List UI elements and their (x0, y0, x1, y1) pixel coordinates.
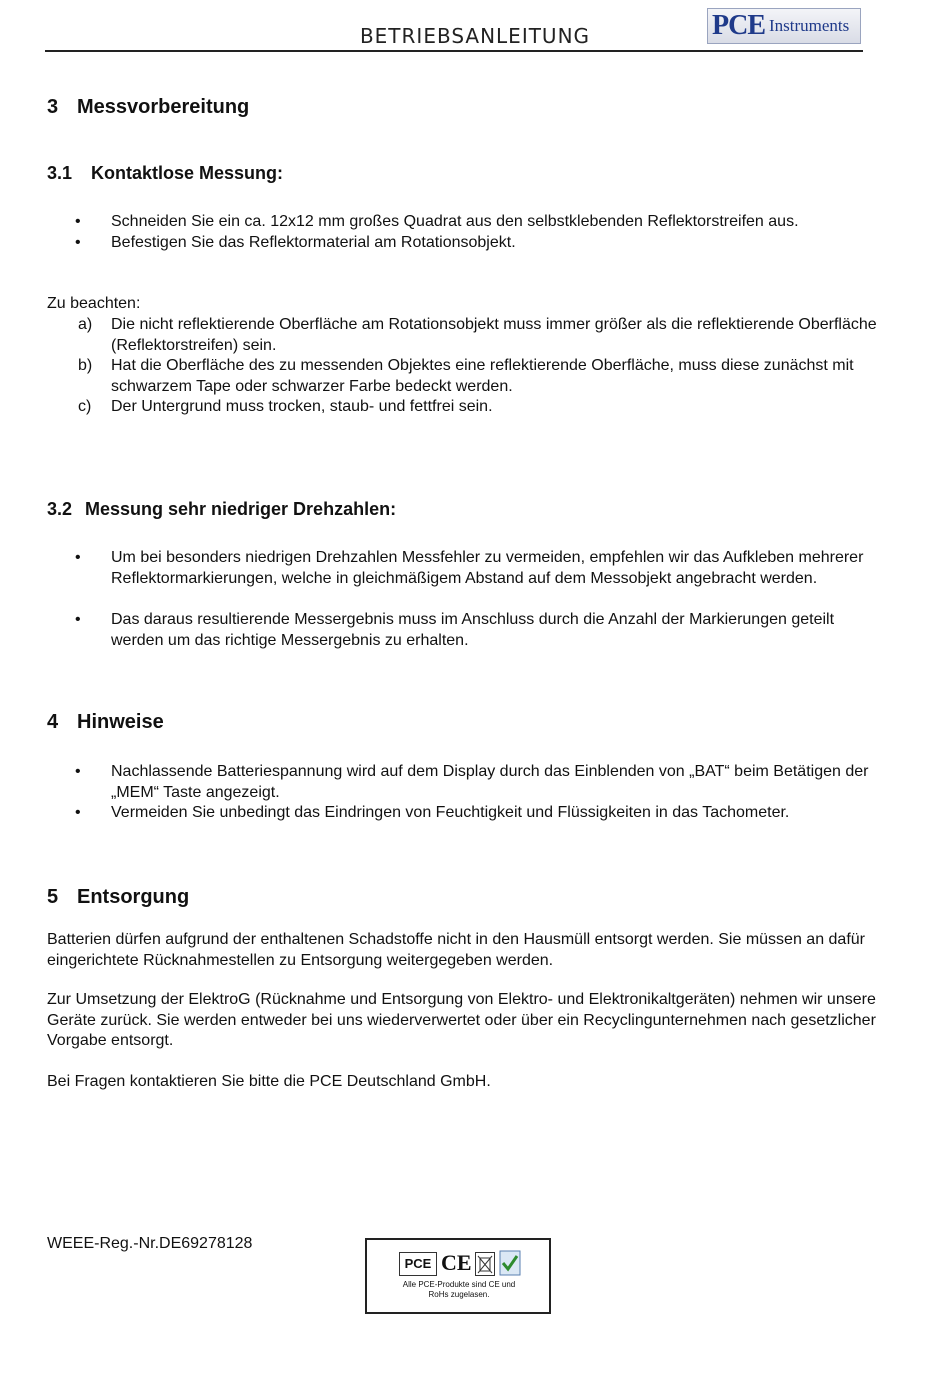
list-item: • Befestigen Sie das Reflektormaterial am Rotationsobjekt. (75, 234, 516, 251)
subsection-title: Messung sehr niedriger Drehzahlen: (85, 499, 397, 519)
note-label: Zu beachten: (47, 295, 141, 312)
rohs-check-icon (499, 1250, 521, 1276)
section-3-2-heading (47, 499, 396, 520)
ce-mark-icon: CE (441, 1250, 472, 1275)
weee-registration-number: WEEE-Reg.-Nr.DE69278128 (47, 1235, 253, 1252)
section-number: 4 (47, 711, 59, 733)
logo-brand: PCE (712, 10, 765, 41)
seal-pce-logo: PCE (399, 1252, 437, 1276)
list-item: • Nachlassende Batteriespannung wird auf dem Display durch das Einblenden von „BAT“ beim Betätigen der „MEM“ Taste angezeigt. (75, 763, 869, 801)
section-3-1-heading (47, 163, 283, 184)
list-item: • Das daraus resultierende Messergebnis muss im Anschluss durch die Anzahl der Markierungen geteilt werden um das richtige Messergebnis zu erhalten. (75, 611, 835, 649)
paragraph: Batterien dürfen aufgrund der enthaltenen Schadstoffe nicht in den Hausmüll entsorgt werden. Sie müssen an dafür eingerichtete Rücknahmestellen zu Entsorgung weitergegeben werden. (47, 931, 865, 969)
document-header-title: BETRIEBSANLEITUNG (359, 24, 591, 48)
section-number: 5 (47, 886, 59, 908)
paragraph: Bei Fragen kontaktieren Sie bitte die PCE Deutschland GmbH. (47, 1073, 491, 1090)
subsection-number: 3.1 (47, 163, 73, 183)
section-5-heading (47, 886, 189, 909)
logo-text: Instruments (769, 16, 850, 35)
header-rule (45, 50, 863, 52)
ce-rohs-seal (365, 1238, 551, 1314)
note-item: c) Der Untergrund muss trocken, staub- und fettfrei sein. (78, 398, 493, 415)
section-title: Entsorgung (77, 886, 190, 908)
section-3-heading (47, 96, 249, 119)
list-item: • Schneiden Sie ein ca. 12x12 mm großes Quadrat aus den selbstklebenden Reflektorstreifen aus. (75, 213, 799, 230)
list-item: • Vermeiden Sie unbedingt das Eindringen von Feuchtigkeit und Flüssigkeiten in das Tachometer. (75, 804, 790, 821)
pce-instruments-logo (707, 8, 861, 44)
subsection-number: 3.2 (47, 499, 73, 519)
weee-bin-icon (475, 1252, 495, 1276)
subsection-title: Kontaktlose Messung: (91, 163, 284, 183)
seal-caption: Alle PCE-Produkte sind CE und RoHs zugelasen. (402, 1280, 516, 1299)
list-item: • Um bei besonders niedrigen Drehzahlen Messfehler zu vermeiden, empfehlen wir das Aufkleben mehrerer Reflektormarkierungen, welche in gleichmäßigem Abstand auf dem Messobjekt angebracht werden. (75, 549, 864, 587)
note-item: b) Hat die Oberfläche des zu messenden Objektes eine reflektierende Oberfläche, muss diese zunächst mit schwarzem Tape oder schwarzer Farbe bedeckt werden. (78, 357, 854, 395)
note-item: a) Die nicht reflektierende Oberfläche am Rotationsobjekt muss immer größer als die reflektierende Oberfläche (Reflektorstreifen) sein. (78, 316, 877, 354)
section-title: Messvorbereitung (77, 96, 250, 118)
section-title: Hinweise (77, 711, 164, 733)
section-number: 3 (47, 96, 59, 118)
paragraph: Zur Umsetzung der ElektroG (Rücknahme und Entsorgung von Elektro- und Elektronikaltgeräten) nehmen wir unsere Geräte zurück. Sie werden entweder bei uns wiederverwertet oder über ein Recyclingunternehmen nach gesetzlicher Vorgabe entsorgt. (47, 991, 876, 1049)
section-4-heading (47, 711, 164, 734)
